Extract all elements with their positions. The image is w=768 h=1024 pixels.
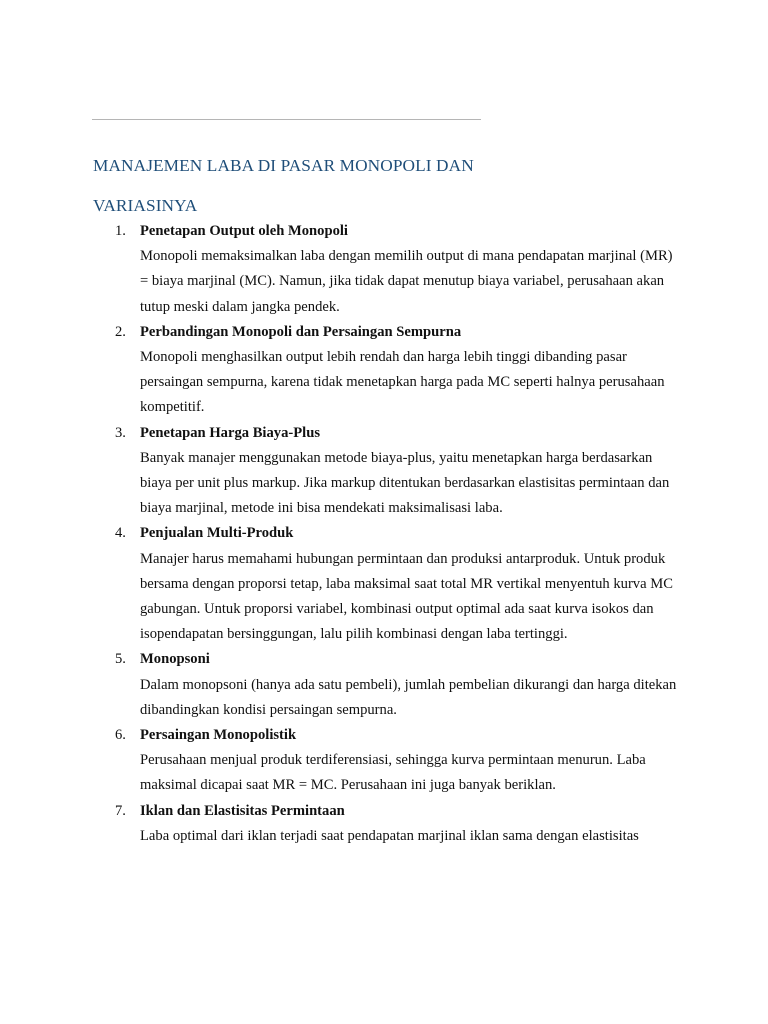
document-title-line-1: MANAJEMEN LABA DI PASAR MONOPOLI DAN: [93, 156, 474, 175]
section-item: [93, 521, 683, 647]
section-heading: Penetapan Output oleh Monopoli: [140, 223, 348, 239]
header-divider: [92, 119, 481, 120]
section-heading: Persaingan Monopolistik: [140, 727, 297, 744]
section-body: Monopoli memaksimalkan laba dengan memilih output di mana pendapatan marjinal (MR) = biaya marjinal (MC). Namun, jika tidak dapat menutup biaya variabel, perusahaan akan tutup meski dalam jangka pendek.: [140, 248, 673, 315]
document-title: [93, 146, 693, 226]
section-body: Dalam monopsoni (hanya ada satu pembeli), jumlah pembelian dikurangi dan harga ditekan dibandingkan kondisi persaingan sempurna.: [140, 676, 677, 718]
section-heading: Perbandingan Monopoli dan Persaingan Sempurna: [140, 323, 462, 340]
section-item: [93, 723, 683, 799]
section-item: [93, 647, 683, 723]
section-number: 7.: [115, 802, 126, 819]
section-item: [93, 219, 683, 320]
section-body: Banyak manajer menggunakan metode biaya-plus, yaitu menetapkan harga berdasarkan biaya per unit plus markup. Jika markup ditentukan berdasarkan elastisitas permintaan dan biaya marjinal, metode ini bisa mendekati maksimalisasi laba.: [140, 449, 670, 517]
section-number: 4.: [115, 525, 126, 542]
section-number: 5.: [115, 651, 126, 668]
section-body: Laba optimal dari iklan terjadi saat pendapatan marjinal iklan sama dengan elastisitas: [140, 827, 639, 844]
section-number: 6.: [115, 727, 126, 744]
section-heading: Monopsoni: [140, 651, 210, 668]
document-title-line-2: VARIASINYA: [93, 196, 198, 215]
section-heading: Penetapan Harga Biaya-Plus: [140, 424, 320, 441]
section-number: 2.: [115, 323, 126, 340]
section-number: 3.: [115, 424, 126, 441]
section-heading: Iklan dan Elastisitas Permintaan: [140, 802, 345, 819]
section-body: Monopoli menghasilkan output lebih rendah dan harga lebih tinggi dibanding pasar persaingan sempurna, karena tidak menetapkan harga pada MC seperti halnya perusahaan kompetitif.: [140, 349, 665, 416]
section-number: 1.: [115, 223, 126, 239]
section-item: [93, 320, 683, 421]
section-list: [93, 219, 683, 849]
section-heading: Penjualan Multi-Produk: [140, 525, 294, 542]
section-body: Perusahaan menjual produk terdiferensiasi, sehingga kurva permintaan menurun. Laba maksimal dicapai saat MR = MC. Perusahaan ini juga banyak beriklan.: [140, 752, 646, 794]
section-item: [93, 799, 683, 849]
section-body: Manajer harus memahami hubungan permintaan dan produksi antarproduk. Untuk produk bersama dengan proporsi tetap, laba maksimal saat total MR vertikal menyentuh kurva MC gabungan. Untuk proporsi variabel, kombinasi output optimal ada saat kurva isokos dan isopendapatan bersinggungan, lalu pilih kombinasi dengan laba tertinggi.: [140, 550, 673, 643]
section-item: [93, 421, 683, 522]
